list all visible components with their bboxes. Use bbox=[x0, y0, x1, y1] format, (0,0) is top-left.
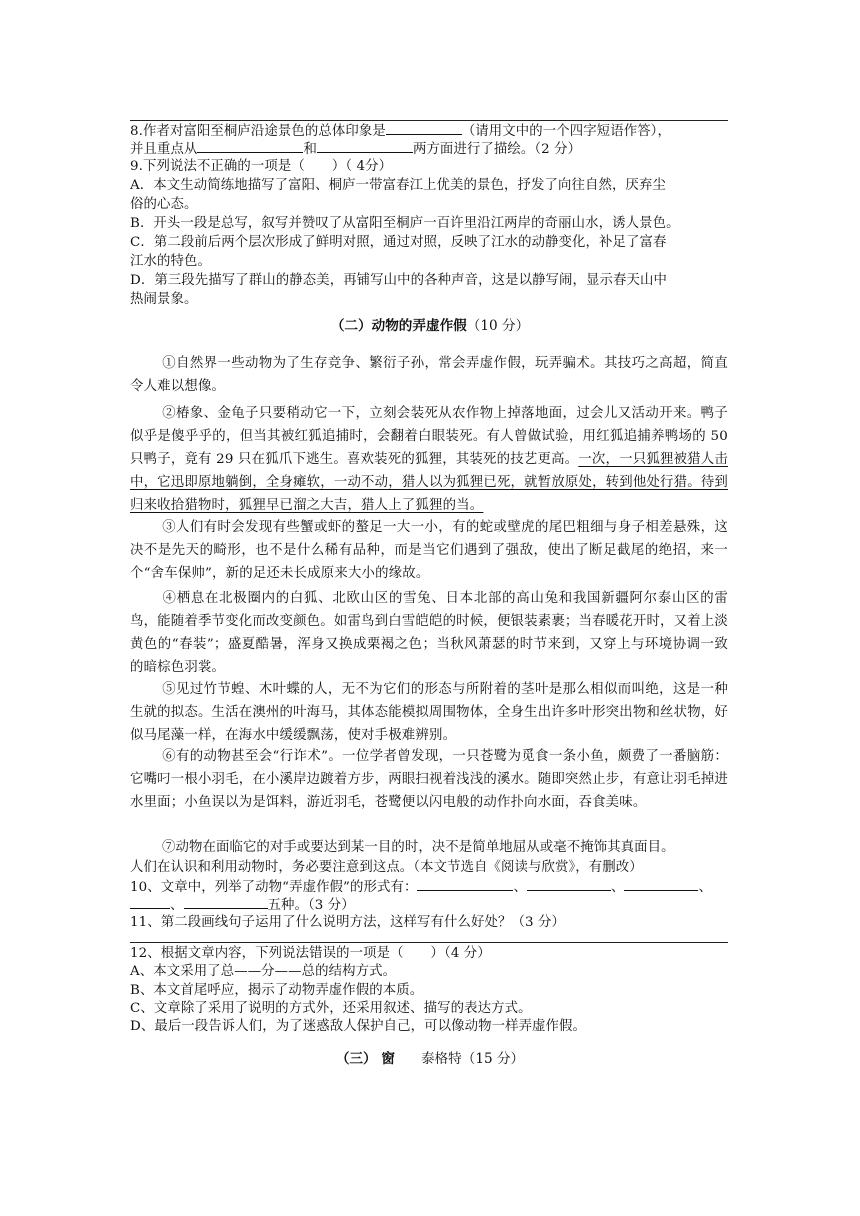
paragraph-7-line-1: ⑦动物在面临它的对手或要达到某一目的时，决不是简单地屈从或毫不掩饰其真面目。 bbox=[162, 840, 675, 855]
q9-option-a-2: 俗的心态。 bbox=[130, 197, 198, 212]
paragraph-1: ①自然界一些动物为了生存竞争、繁衍子孙，常会弄虚作假，玩弄骗术。其技巧之高超，简直令人难以想像。 bbox=[130, 356, 728, 394]
q12-option-d: D、最后一段告诉人们，为了迷惑敌人保护自己，可以像动物一样弄虚作假。 bbox=[130, 1019, 587, 1034]
q12-option-b: B、本文首尾呼应，揭示了动物弄虚作假的本质。 bbox=[130, 983, 424, 998]
q11-answer-line[interactable] bbox=[130, 942, 728, 943]
q9-stem: 9.下列说法不正确的一项是（ ）（ 4分） bbox=[130, 159, 393, 174]
underlined-sentence: 一次，一只狐狸被猎人击中，它迅即原地躺倒，全身瘫软，一动不动，猎人以为狐狸已死，就暂放原处，转到他处行猎。待到归来收拾猎物时，狐狸早已溜之大吉，猎人上了狐狸的当。 bbox=[130, 452, 728, 513]
q8-line-1: 8.作者对富阳至桐庐沿途景色的总体印象是 （请用文中的一个四字短语作答）， bbox=[130, 121, 730, 141]
paragraph-6: ⑥有的动物甚至会“行诈术”。一位学者曾发现，一只苍鹭为觅食一条小鱼，颇费了一番脑筋：它嘴叼一根小羽毛，在小溪岸边踱着方步，两眼扫视着浅浅的溪水。随即突然止步，有意让羽毛掉进水里面；小鱼误以为是饵料，游近羽毛，苍鹭便以闪电般的动作扑向水面，吞食美味。 bbox=[130, 749, 728, 810]
q9-option-c-1: C．第二段前后两个层次形成了鲜明对照，通过对照，反映了江水的动静变化，补足了富春 bbox=[130, 235, 667, 250]
section-2-title: （二）动物的弄虚作假（10 分） bbox=[330, 318, 530, 334]
q8-blank-3[interactable] bbox=[317, 139, 413, 153]
q10-blank-4[interactable] bbox=[130, 895, 170, 909]
q9-option-a-1: A．本文生动简练地描写了富阳、桐庐一带富春江上优美的景色，抒发了向往自然，厌弃尘 bbox=[130, 178, 666, 193]
q8-blank-1[interactable] bbox=[386, 121, 462, 135]
paragraph-4: ④栖息在北极圈内的白狐、北欧山区的雪兔、日本北部的高山兔和我国新疆阿尔泰山区的雷鸟，能随着季节变化而改变颜色。如雷鸟到白雪皑皑的时候，便银装素裹；当春暖花开时，又着上淡黄色的“春装”；盛夏酷暑，浑身又换成栗褐之色；当秋风萧瑟的时节来到，又穿上与环境协调一致的暗棕色羽裳。 bbox=[130, 591, 728, 675]
q11-stem: 11、第二段画线句子运用了什么说明方法，这样写有什么好处？（3 分） bbox=[130, 915, 565, 930]
q10-line-1: 10、文章中，列举了动物“弄虚作假”的形式有： 、 、 、 bbox=[130, 877, 730, 897]
q10-blank-3[interactable] bbox=[624, 877, 698, 891]
paragraph-7-line-2: 人们在认识和利用动物时，务必要注意到这点。（本文节选自《阅读与欣赏》，有删改） bbox=[130, 860, 643, 875]
q12-option-c: C、文章除了采用了说明的方式外，还采用叙述、描写的表达方式。 bbox=[130, 1001, 532, 1016]
paragraph-5: ⑤见过竹节蝗、木叶蝶的人，无不为它们的形态与所附着的茎叶是那么相似而叫绝，这是一种生就的拟态。生活在澳州的叶海马，其体态能模拟周围物体，全身生出许多叶形突出物和丝状物，好似马尾藻一样，在海水中缓缓飘荡，使对手极难辨别。 bbox=[130, 682, 728, 743]
q8-line-2: 并且重点从 和 两方面进行了描绘。（2 分） bbox=[130, 139, 730, 159]
q9-option-c-2: 江水的特色。 bbox=[130, 254, 211, 269]
q10-blank-5[interactable] bbox=[184, 895, 268, 909]
section-3-title: （三） 窗 泰格特（15 分） bbox=[335, 1051, 525, 1067]
paragraph-3: ③人们有时会发现有些蟹或虾的螯足一大一小，有的蛇或壁虎的尾巴粗细与身子相差悬殊，这决不是先天的畸形，也不是什么稀有品种，而是当它们遇到了强敌，使出了断足截尾的绝招，来一个“舍车保帅”，新的足还未长成原来大小的缘故。 bbox=[130, 520, 728, 581]
q10-line-2: 、 五种。（3 分） bbox=[130, 895, 730, 915]
q8-blank-2[interactable] bbox=[197, 139, 303, 153]
q9-option-d-2: 热闹景象。 bbox=[130, 292, 198, 307]
q10-blank-1[interactable] bbox=[417, 877, 513, 891]
q12-option-a: A、本文采用了总——分——总的结构方式。 bbox=[130, 964, 397, 979]
paragraph-2: ②椿象、金龟子只要稍动它一下，立刻会装死从农作物上掉落地面，过会儿又活动开来。鸭子似乎是傻乎乎的，但当其被红狐追捕时，会翻着白眼装死。有人曾做试验，用红狐追捕养鸭场的 50 只鸭子，竟有 29 只在狐爪下逃生。喜欢装死的狐狸，其装死的技艺更高。一次，一只狐狸被猎人击中，它迅即原地躺倒，全身瘫软，一动不动，猎人以为狐狸已死，就暂放原处，转到他处行猎。待到归来收拾猎物时，狐狸早已溜之大吉，猎人上了狐狸的当。 bbox=[130, 406, 728, 513]
q12-stem: 12、根据文章内容，下列说法错误的一项是（ ）（4 分） bbox=[130, 946, 491, 961]
q9-option-d-1: D．第三段先描写了群山的静态美，再铺写山中的各种声音，这是以静写闹，显示春天山中 bbox=[130, 273, 667, 288]
q10-blank-2[interactable] bbox=[527, 877, 611, 891]
q9-option-b: B．开头一段是总写，叙写并赞叹了从富阳至桐庐一百许里沿江两岸的奇丽山水，诱人景色。 bbox=[130, 216, 680, 231]
